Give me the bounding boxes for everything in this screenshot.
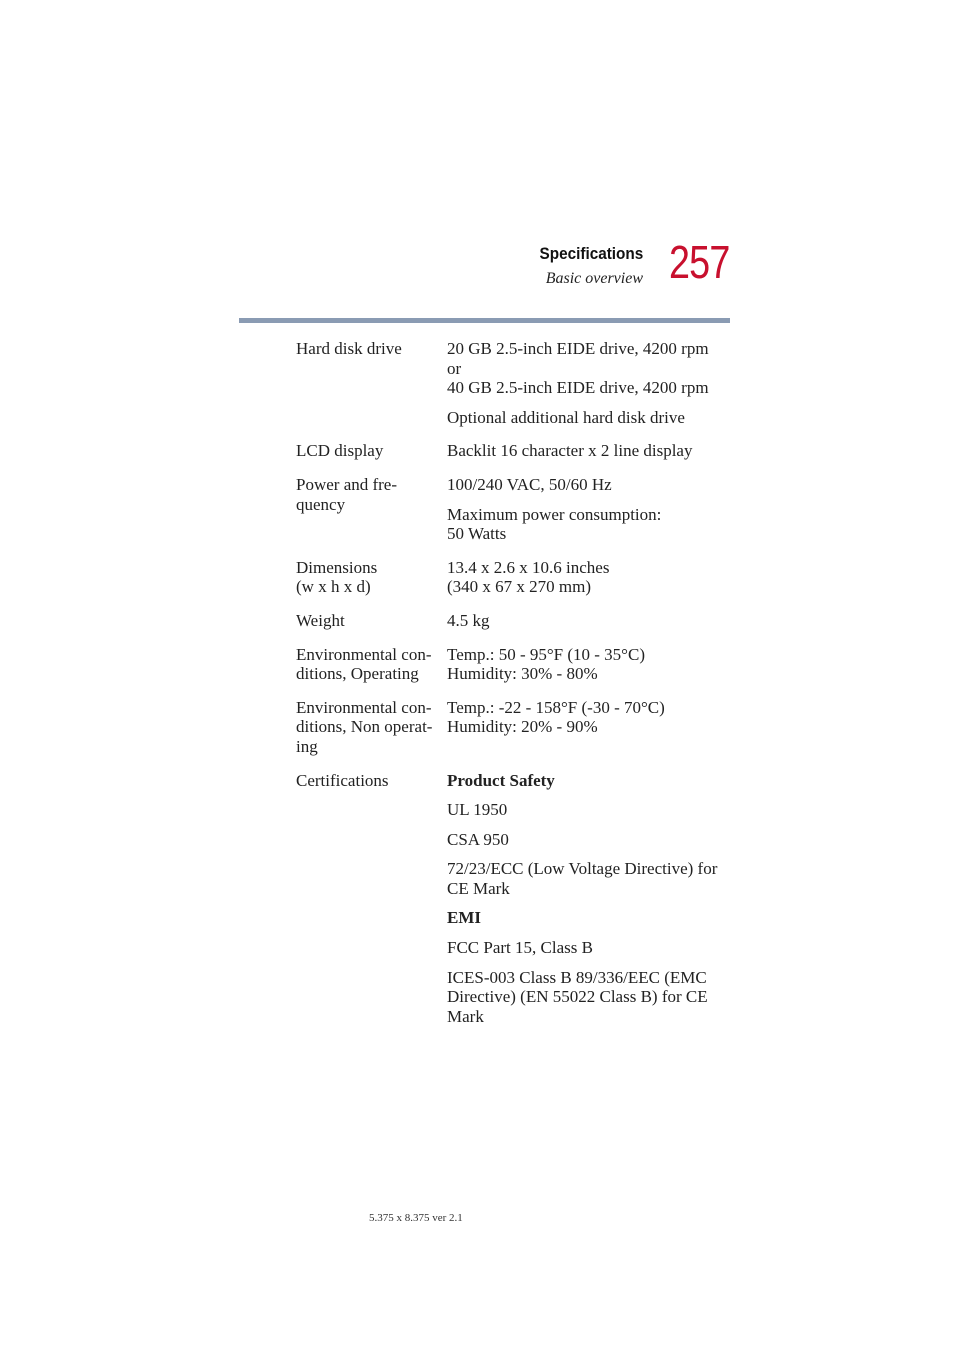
spec-value: ICES-003 Class B 89/336/EEC (EMC Directive) (EN 55022 Class B) for CE Mark [447, 967, 708, 1026]
spec-row [296, 698, 732, 757]
spec-value: 100/240 VAC, 50/60 Hz [447, 474, 612, 494]
spec-values [447, 771, 732, 1027]
spec-row [296, 645, 732, 684]
spec-values [447, 558, 732, 597]
spec-label: Hard disk drive [296, 339, 402, 358]
spec-value: Optional additional hard disk drive [447, 407, 685, 427]
spec-value: 4.5 kg [447, 610, 490, 630]
running-header [528, 244, 643, 288]
spec-row [296, 475, 732, 544]
spec-row [296, 339, 732, 427]
spec-label: Environmental con- ditions, Non operat- ing [296, 697, 433, 756]
spec-label: LCD display [296, 441, 384, 461]
spec-value: Maximum power consumption: 50 Watts [447, 504, 662, 544]
spec-row [296, 611, 732, 631]
spec-value: 13.4 x 2.6 x 10.6 inches (340 x 67 x 270 mm) [447, 557, 610, 597]
spec-value: 20 GB 2.5-inch EIDE drive, 4200 rpm or 40 GB 2.5-inch EIDE drive, 4200 rpm [447, 339, 709, 398]
subsection-title: Basic overview [545, 270, 643, 287]
spec-value: Backlit 16 character x 2 line display [447, 441, 693, 461]
spec-subheading: EMI [447, 908, 481, 928]
spec-value: Temp.: -22 - 158°F (-30 - 70°C) Humidity: 20% - 90% [447, 697, 665, 737]
spec-value: 72/23/ECC (Low Voltage Directive) for CE Mark [447, 859, 718, 898]
spec-row [296, 441, 732, 461]
spec-values [447, 441, 732, 461]
section-title: Specifications [539, 244, 643, 263]
page-number: 257 [669, 236, 730, 288]
spec-values [447, 475, 732, 544]
header-rule [239, 318, 730, 323]
spec-value: CSA 950 [447, 829, 509, 849]
spec-row [296, 771, 732, 1027]
spec-values [447, 645, 732, 684]
spec-subheading: Product Safety [447, 770, 555, 790]
spec-values [447, 698, 732, 757]
spec-values [447, 611, 732, 631]
spec-label: Certifications [296, 770, 389, 790]
spec-label: Weight [296, 610, 345, 630]
spec-label: Environmental con- ditions, Operating [296, 644, 432, 684]
spec-values [447, 339, 732, 427]
spec-table [296, 339, 732, 1040]
spec-value: FCC Part 15, Class B [447, 938, 593, 958]
spec-label: Power and fre- quency [296, 474, 398, 514]
spec-value: Temp.: 50 - 95°F (10 - 35°C) Humidity: 30% - 80% [447, 644, 645, 684]
spec-label: Dimensions (w x h x d) [296, 557, 378, 597]
spec-value: UL 1950 [447, 800, 508, 820]
spec-row [296, 558, 732, 597]
footer-version: 5.375 x 8.375 ver 2.1 [369, 1212, 463, 1224]
